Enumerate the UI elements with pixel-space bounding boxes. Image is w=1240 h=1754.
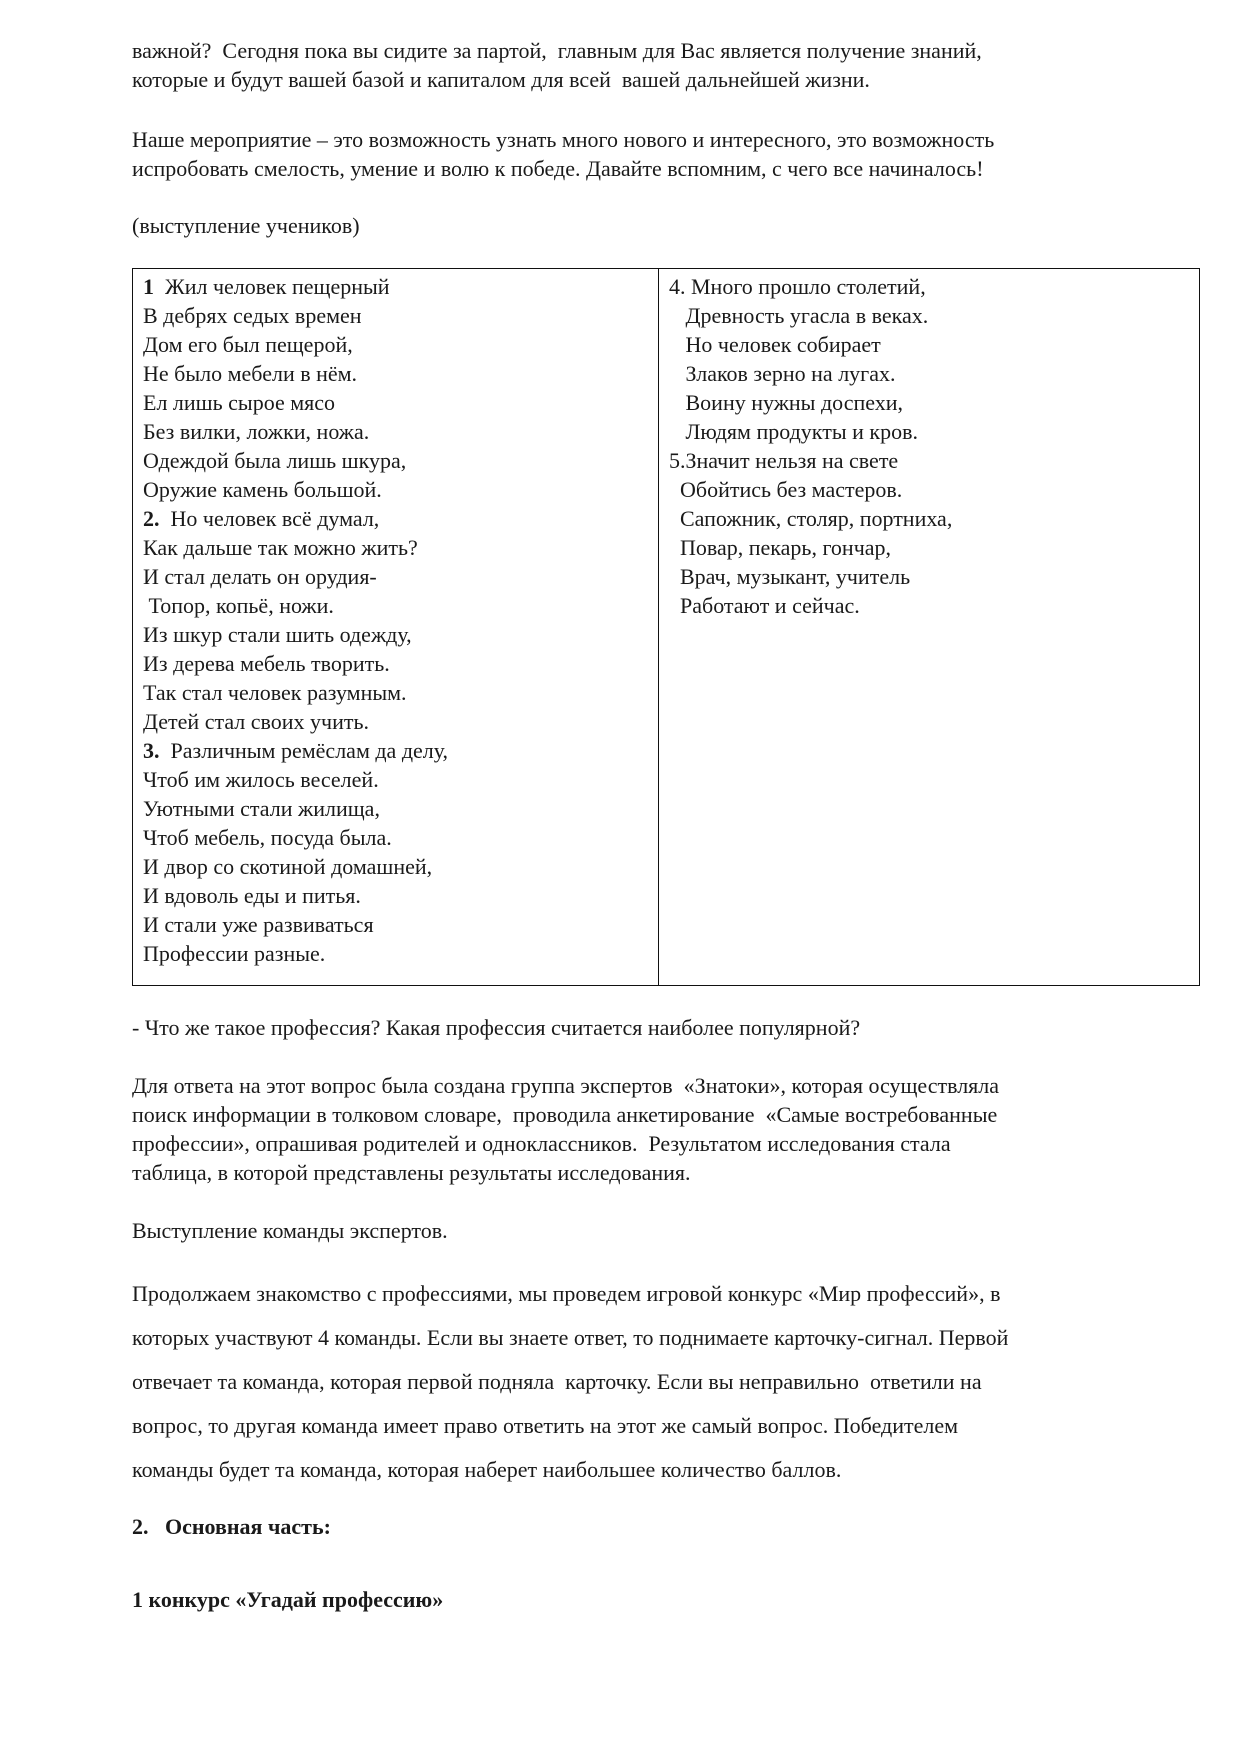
- text-line: поиск информации в толковом словаре, проводила анкетирование «Самые востребованные: [132, 1102, 998, 1127]
- poem-line: 4. Много прошло столетий,: [669, 274, 926, 299]
- experts-paragraph: [132, 1071, 1132, 1187]
- poem-line: И стал делать он орудия-: [143, 564, 377, 589]
- poem-line: И стали уже развиваться: [143, 912, 374, 937]
- section-heading: 2. Основная часть:: [132, 1514, 331, 1539]
- poem-line: Как дальше так можно жить?: [143, 535, 418, 560]
- verse-number: 3.: [143, 738, 160, 763]
- profession-question: - Что же такое профессия? Какая профессия считается наиболее популярной?: [132, 1015, 861, 1040]
- contest-heading: 1 конкурс «Угадай профессию»: [132, 1587, 444, 1612]
- poem-line: [143, 272, 648, 301]
- poem-line: И двор со скотиной домашней,: [143, 854, 433, 879]
- contest-intro-paragraph: [132, 1272, 1132, 1492]
- text-line: таблица, в которой представлены результаты исследования.: [132, 1160, 691, 1185]
- poem-line: Людям продукты и кров.: [669, 419, 918, 444]
- verse-number: 1: [143, 274, 154, 299]
- poem-line: Топор, копьё, ножи.: [143, 593, 334, 618]
- experts-speech: Выступление команды экспертов.: [132, 1218, 448, 1243]
- poem-line: Работают и сейчас.: [669, 593, 860, 618]
- poem-line: И вдоволь еды и питья.: [143, 883, 361, 908]
- poem-line: Древность угасла в веках.: [669, 303, 929, 328]
- poem-right-column: [659, 269, 1199, 985]
- poem-line: [143, 504, 648, 533]
- text-line: Наше мероприятие – это возможность узнать много нового и интересного, это возможность: [132, 127, 995, 152]
- verse-number: 2.: [143, 506, 160, 531]
- poem-line: Повар, пекарь, гончар,: [669, 535, 892, 560]
- poem-line: Чтоб им жилось веселей.: [143, 767, 379, 792]
- event-paragraph: [132, 125, 1132, 183]
- poem-line: Из шкур стали шить одежду,: [143, 622, 412, 647]
- poem-line: Так стал человек разумным.: [143, 680, 407, 705]
- text-line: испробовать смелость, умение и волю к победе. Давайте вспомним, с чего все начиналось!: [132, 156, 984, 181]
- text-line: которые и будут вашей базой и капиталом для всей вашей дальнейшей жизни.: [132, 67, 870, 92]
- poem-left-column: [133, 269, 659, 985]
- poem-line: Без вилки, ложки, ножа.: [143, 419, 370, 444]
- students-note: (выступление учеников): [132, 213, 360, 238]
- poem-line: Дом его был пещерой,: [143, 332, 353, 357]
- intro-paragraph: [132, 36, 1132, 94]
- text-line: Для ответа на этот вопрос была создана группа экспертов «Знатоки», которая осуществляла: [132, 1073, 1000, 1098]
- poem-line: Ел лишь сырое мясо: [143, 390, 336, 415]
- poem-line: Врач, музыкант, учитель: [669, 564, 911, 589]
- verse-text: Различным ремёслам да делу,: [159, 738, 449, 763]
- verse-text: Но человек всё думал,: [159, 506, 380, 531]
- poem-line: Чтоб мебель, посуда была.: [143, 825, 392, 850]
- poem-line: Из дерева мебель творить.: [143, 651, 390, 676]
- text-line: вопрос, то другая команда имеет право ответить на этот же самый вопрос. Победителем: [132, 1413, 959, 1438]
- text-line: которых участвуют 4 команды. Если вы знаете ответ, то поднимаете карточку-сигнал. Первой: [132, 1325, 1009, 1350]
- poem-line: Сапожник, столяр, портниха,: [669, 506, 953, 531]
- poem-line: 5.Значит нельзя на свете: [669, 448, 899, 473]
- poem-line: Не было мебели в нём.: [143, 361, 358, 386]
- poem-line: Но человек собирает: [669, 332, 881, 357]
- poem-line: Воину нужны доспехи,: [669, 390, 903, 415]
- text-line: важной? Сегодня пока вы сидите за партой, главным для Вас является получение знаний,: [132, 38, 982, 63]
- poem-line: [143, 736, 648, 765]
- poem-line: Оружие камень большой.: [143, 477, 382, 502]
- poem-table: [132, 268, 1200, 986]
- verse-text: Жил человек пещерный: [154, 274, 390, 299]
- poem-line: Детей стал своих учить.: [143, 709, 370, 734]
- text-line: Продолжаем знакомство с профессиями, мы проведем игровой конкурс «Мир профессий», в: [132, 1281, 1001, 1306]
- text-line: профессии», опрашивая родителей и одноклассников. Результатом исследования стала: [132, 1131, 951, 1156]
- poem-line: В дебрях седых времен: [143, 303, 362, 328]
- poem-line: Профессии разные.: [143, 941, 326, 966]
- poem-line: Одеждой была лишь шкура,: [143, 448, 407, 473]
- text-line: команды будет та команда, которая наберет наибольшее количество баллов.: [132, 1457, 842, 1482]
- poem-line: Обойтись без мастеров.: [669, 477, 903, 502]
- text-line: отвечает та команда, которая первой подняла карточку. Если вы неправильно ответили на: [132, 1369, 982, 1394]
- poem-line: Уютными стали жилища,: [143, 796, 380, 821]
- poem-line: Злаков зерно на лугах.: [669, 361, 896, 386]
